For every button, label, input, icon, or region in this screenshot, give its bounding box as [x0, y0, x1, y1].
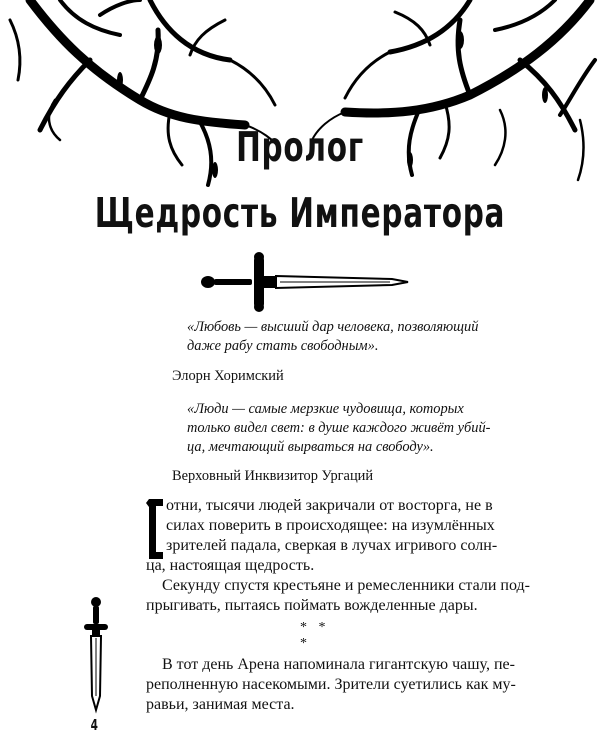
body-line: силах поверить в происходящее: на изумлённых	[166, 517, 495, 534]
epigraph-author-2: Верховный Инквизитор Ургаций	[172, 468, 374, 484]
chapter-title-line2: Щедрость Императора	[94, 189, 506, 237]
body-line: ца, настоящая щедрость.	[146, 557, 315, 574]
tree-branches-icon	[0, 0, 600, 215]
body-line: отни, тысячи людей закричали от восторга, не в	[166, 497, 493, 514]
epigraph-2-line-1: «Люди — самые мерзкие чудовища, которых	[187, 401, 464, 417]
epigraph-quote-2	[187, 400, 532, 457]
body-line: реполненную насекомыми. Зрители суетились как му-	[146, 676, 516, 693]
drop-cap-icon	[146, 497, 164, 561]
epigraph-author-1: Элорн Хоримский	[172, 368, 284, 384]
page-number: 4	[90, 716, 98, 734]
body-line: В тот день Арена напоминала гигантскую чашу, пе-	[162, 656, 515, 673]
section-separator: * * *	[300, 620, 330, 651]
sword-horizontal-icon	[200, 252, 410, 312]
body-line: зрителей падала, сверкая в лучах игривого солн-	[166, 537, 498, 554]
epigraph-2-line-3: ца, мечтающий вырваться на свободу».	[187, 439, 434, 455]
epigraph-quote-1	[187, 318, 532, 356]
epigraph-1-line-1: «Любовь — высший дар человека, позволяющий	[187, 319, 479, 335]
sword-vertical-icon	[82, 596, 110, 714]
epigraph-1-line-2: даже рабу стать свободным».	[187, 338, 379, 354]
body-line: равьи, занимая места.	[146, 696, 295, 713]
chapter-title-line1: Пролог	[236, 123, 364, 171]
body-line: прыгивать, пытаясь поймать вожделенные дары.	[146, 597, 478, 614]
epigraph-2-line-2: только видел свет: в душе каждого живёт убий-	[187, 420, 491, 436]
body-line: Секунду спустя крестьяне и ремесленники стали под-	[162, 577, 530, 594]
